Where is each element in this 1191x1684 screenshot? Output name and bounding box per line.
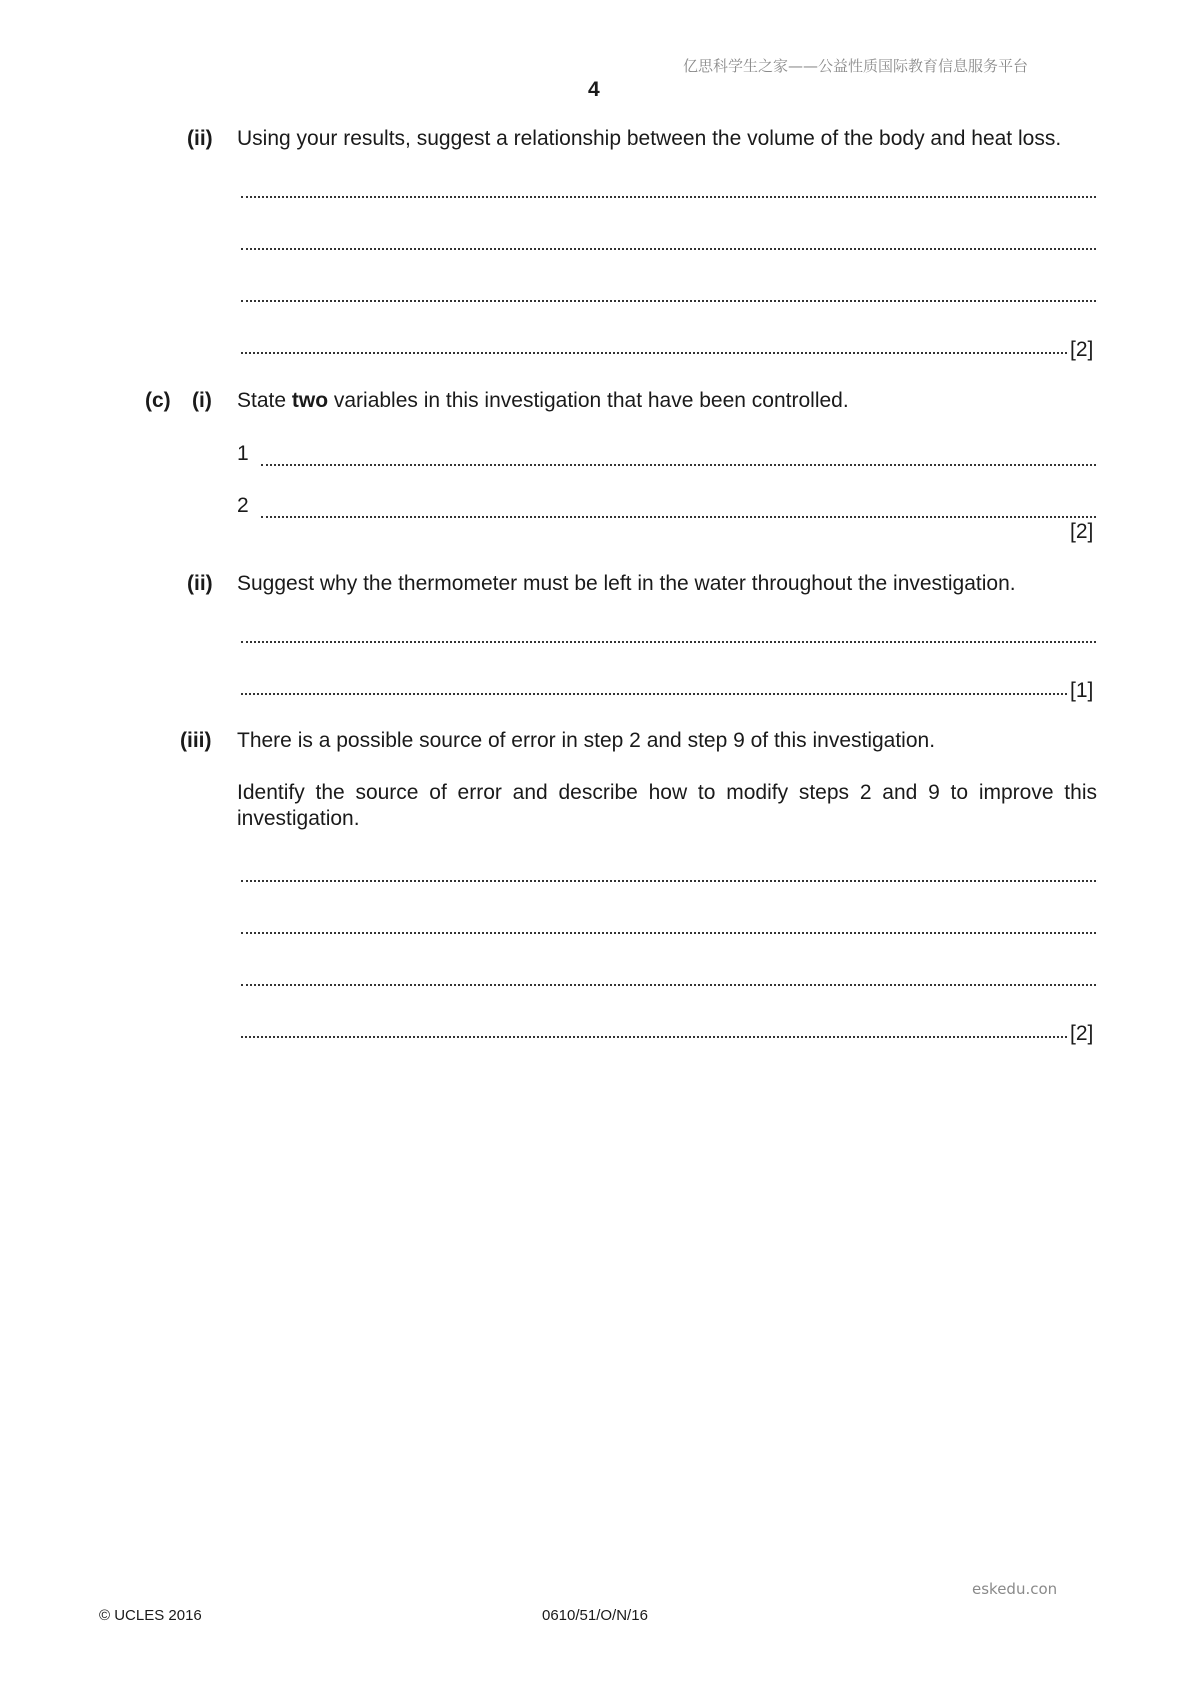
marks-c-ii: [1] <box>1070 679 1094 702</box>
marks-c-iii: [2] <box>1070 1022 1094 1045</box>
question-text-c-i-end: variables in this investigation that have been controlled. <box>328 389 849 412</box>
answer-line[interactable] <box>241 932 1096 934</box>
answer-item-number: 2 <box>237 494 249 517</box>
question-text-c-ii: Suggest why the thermometer must be left in the water throughout the investigation. <box>237 572 1016 595</box>
answer-line[interactable] <box>261 464 1096 466</box>
question-label-c: (c) <box>145 389 171 412</box>
question-text-c-i-bold: two <box>291 389 329 412</box>
answer-line[interactable] <box>241 984 1096 986</box>
question-label-c-i: (i) <box>192 389 212 412</box>
copyright: © UCLES 2016 <box>99 1607 202 1624</box>
question-text-b-ii: Using your results, suggest a relationship between the volume of the body and heat loss. <box>237 127 1062 150</box>
paper-code: 0610/51/O/N/16 <box>542 1607 648 1624</box>
question-text-c-i-start: State <box>237 389 292 412</box>
marks-c-i: [2] <box>1070 520 1094 543</box>
question-label-c-ii: (ii) <box>187 572 213 595</box>
page-number: 4 <box>588 78 600 101</box>
question-text-c-iii-2: Identify the source of error and describe how to modify steps 2 and 9 to improve this investigation. <box>237 781 1097 830</box>
question-text-c-i <box>237 389 849 413</box>
question-label-b-ii: (ii) <box>187 127 213 150</box>
answer-item-number: 1 <box>237 442 249 465</box>
answer-line[interactable] <box>241 196 1096 198</box>
answer-line[interactable] <box>241 352 1067 354</box>
watermark-top: 亿思科学生之家——公益性质国际教育信息服务平台 <box>683 57 1029 75</box>
answer-line[interactable] <box>241 1036 1067 1038</box>
watermark-bottom: eskedu.con <box>972 1580 1058 1598</box>
answer-line[interactable] <box>241 693 1067 695</box>
answer-line[interactable] <box>241 641 1096 643</box>
answer-line[interactable] <box>241 880 1096 882</box>
question-text-c-iii-1: There is a possible source of error in step 2 and step 9 of this investigation. <box>237 729 936 752</box>
answer-line[interactable] <box>241 248 1096 250</box>
answer-line[interactable] <box>241 300 1096 302</box>
question-label-c-iii: (iii) <box>180 729 212 752</box>
answer-line[interactable] <box>261 516 1096 518</box>
marks-b-ii: [2] <box>1070 338 1094 361</box>
